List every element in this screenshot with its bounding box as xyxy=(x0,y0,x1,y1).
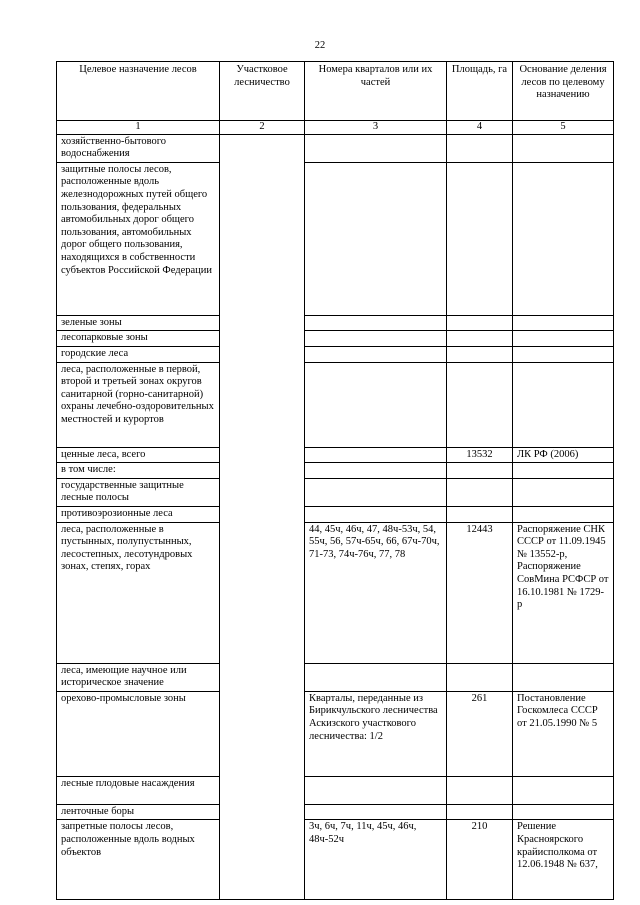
table-row xyxy=(57,663,614,691)
quarters-cell: 44, 45ч, 46ч, 47, 48ч-53ч, 54, 55ч, 56, 57ч-65ч, 66, 67ч-70ч, 71-73, 74ч-76ч, 77, 78 xyxy=(305,522,447,663)
basis-cell xyxy=(513,162,614,315)
basis-cell xyxy=(513,776,614,804)
purpose-cell: в том числе: xyxy=(57,463,220,479)
purpose-cell: защитные полосы лесов, расположенные вдоль железнодорожных путей общего пользования, федеральных автомобильных дорог общего пользования, автомобильных дорог общего пользования, находящихся в собственности субъектов Российской Федерации xyxy=(57,162,220,315)
quarters-cell xyxy=(305,804,447,820)
table-row xyxy=(57,463,614,479)
column-number-row xyxy=(57,121,614,135)
quarters-cell xyxy=(305,776,447,804)
table-row xyxy=(57,820,614,900)
column-number: 2 xyxy=(220,121,305,135)
purpose-cell: городские леса xyxy=(57,346,220,362)
area-cell xyxy=(447,134,513,162)
table-row xyxy=(57,776,614,804)
quarters-cell: 3ч, 6ч, 7ч, 11ч, 45ч, 46ч, 48ч-52ч xyxy=(305,820,447,900)
area-cell: 261 xyxy=(447,691,513,776)
basis-cell: Распоряжение СНК СССР от 11.09.1945 № 13552-р, Распоряжение СовМина РСФСР от 16.10.1981 № 1729-р xyxy=(513,522,614,663)
page-number: 22 xyxy=(314,40,326,51)
column-number: 3 xyxy=(305,121,447,135)
area-cell xyxy=(447,162,513,315)
basis-cell: Постановление Госкомлеса СССР от 21.05.1990 № 5 xyxy=(513,691,614,776)
quarters-cell: Кварталы, переданные из Бирикчульского лесничества Аскизского участкового лесничества: 1/2 xyxy=(305,691,447,776)
table-row xyxy=(57,331,614,347)
purpose-cell: лесопарковые зоны xyxy=(57,331,220,347)
purpose-cell: орехово-промысловые зоны xyxy=(57,691,220,776)
area-cell xyxy=(447,478,513,506)
purpose-cell: государственные защитные лесные полосы xyxy=(57,478,220,506)
purpose-cell: запретные полосы лесов, расположенные вдоль водных объектов xyxy=(57,820,220,900)
basis-cell xyxy=(513,362,614,447)
area-cell xyxy=(447,463,513,479)
basis-cell: ЛК РФ (2006) xyxy=(513,447,614,463)
quarters-cell xyxy=(305,362,447,447)
header-quarters: Номера кварталов или их частей xyxy=(305,62,447,121)
table-row xyxy=(57,162,614,315)
forest-purpose-table xyxy=(56,61,614,900)
area-cell xyxy=(447,776,513,804)
area-cell xyxy=(447,506,513,522)
purpose-cell: хозяйственно-бытового водоснабжения xyxy=(57,134,220,162)
basis-cell xyxy=(513,663,614,691)
table-row xyxy=(57,804,614,820)
area-cell xyxy=(447,331,513,347)
quarters-cell xyxy=(305,134,447,162)
quarters-cell xyxy=(305,162,447,315)
column-number: 5 xyxy=(513,121,614,135)
basis-cell xyxy=(513,506,614,522)
table-row xyxy=(57,691,614,776)
header-row xyxy=(57,62,614,121)
header-district: Участковое лесничество xyxy=(220,62,305,121)
quarters-cell xyxy=(305,506,447,522)
basis-cell: Решение Красноярского крайисполкома от 12.06.1948 № 637, xyxy=(513,820,614,900)
area-cell xyxy=(447,346,513,362)
quarters-cell xyxy=(305,478,447,506)
area-cell xyxy=(447,804,513,820)
basis-cell xyxy=(513,315,614,331)
table-row xyxy=(57,315,614,331)
header-area: Площадь, га xyxy=(447,62,513,121)
basis-cell xyxy=(513,134,614,162)
table-row xyxy=(57,522,614,663)
table-row xyxy=(57,478,614,506)
quarters-cell xyxy=(305,346,447,362)
purpose-cell: леса, имеющие научное или историческое значение xyxy=(57,663,220,691)
table-row xyxy=(57,506,614,522)
table-row xyxy=(57,362,614,447)
basis-cell xyxy=(513,804,614,820)
area-cell: 210 xyxy=(447,820,513,900)
column-number: 4 xyxy=(447,121,513,135)
quarters-cell xyxy=(305,315,447,331)
purpose-cell: зеленые зоны xyxy=(57,315,220,331)
area-cell xyxy=(447,663,513,691)
purpose-cell: ленточные боры xyxy=(57,804,220,820)
purpose-cell: ценные леса, всего xyxy=(57,447,220,463)
purpose-cell: лесные плодовые насаждения xyxy=(57,776,220,804)
quarters-cell xyxy=(305,463,447,479)
quarters-cell xyxy=(305,663,447,691)
column-number: 1 xyxy=(57,121,220,135)
table-row xyxy=(57,346,614,362)
basis-cell xyxy=(513,478,614,506)
area-cell xyxy=(447,362,513,447)
table-row xyxy=(57,447,614,463)
area-cell: 12443 xyxy=(447,522,513,663)
basis-cell xyxy=(513,331,614,347)
basis-cell xyxy=(513,463,614,479)
table-row xyxy=(57,134,614,162)
purpose-cell: леса, расположенные в первой, второй и третьей зонах округов санитарной (горно-санитарной) охраны лечебно-оздоровительных местностей и курортов xyxy=(57,362,220,447)
quarters-cell xyxy=(305,331,447,347)
district-cell xyxy=(220,134,305,900)
area-cell: 13532 xyxy=(447,447,513,463)
header-basis: Основание деления лесов по целевому назначению xyxy=(513,62,614,121)
purpose-cell: леса, расположенные в пустынных, полупустынных, лесостепных, лесотундровых зонах, степях, горах xyxy=(57,522,220,663)
header-purpose: Целевое назначение лесов xyxy=(57,62,220,121)
purpose-cell: противоэрозионные леса xyxy=(57,506,220,522)
quarters-cell xyxy=(305,447,447,463)
basis-cell xyxy=(513,346,614,362)
area-cell xyxy=(447,315,513,331)
